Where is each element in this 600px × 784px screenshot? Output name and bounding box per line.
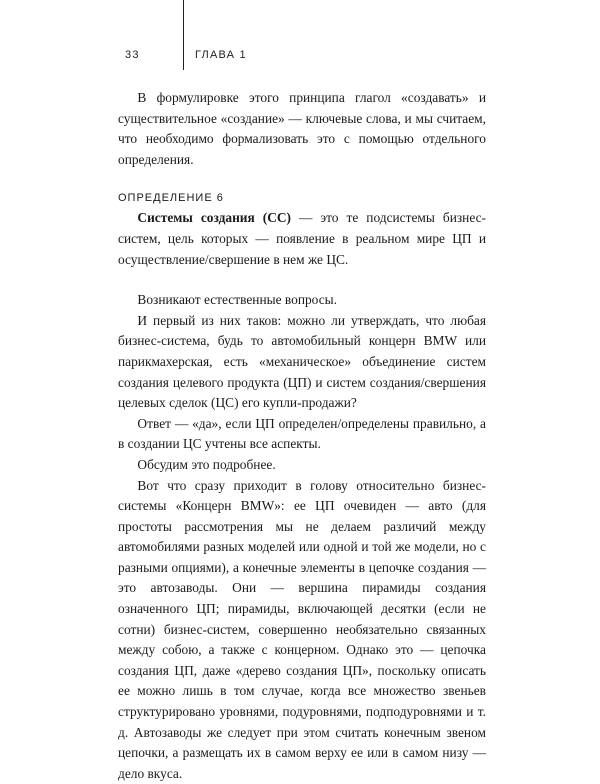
- paragraph: Возникают естественные вопросы.: [118, 290, 486, 311]
- paragraph: И первый из них таков: можно ли утверждать, что любая бизнес-система, будь то автомобильный концерн BMW или парикмахерская, есть «механическое» объединение систем создания целевого продукта (ЦП) и систем создания/свершения целевых сделок (ЦС) его купли-продажи?: [118, 311, 486, 414]
- definition-term: Системы создания (СС): [137, 210, 291, 225]
- intro-paragraph: В формулировке этого принципа глагол «создавать» и существительное «создание» — ключевые слова, и мы считаем, что необходимо формализовать это с помощью отдельного определения.: [118, 88, 486, 170]
- page-number: 33: [125, 49, 140, 61]
- definition-block: [118, 190, 486, 270]
- chapter-label: ГЛАВА 1: [195, 49, 247, 61]
- definition-text: [118, 208, 486, 270]
- body-text: [118, 88, 486, 784]
- header-vertical-rule: [183, 0, 184, 70]
- paragraph: Ответ — «да», если ЦП определен/определены правильно, а в создании ЦС учтены все аспекты.: [118, 414, 486, 455]
- definition-heading: ОПРЕДЕЛЕНИЕ 6: [118, 190, 486, 206]
- paragraph: Обсудим это подробнее.: [118, 455, 486, 476]
- paragraph: Вот что сразу приходит в голову относительно бизнес-системы «Концерн BMW»: ее ЦП очевиден — авто (для простоты рассмотрения мы не делаем различий между автомобилями разных моделей или одной и той же модели, но с разными опциями), а конечные элементы в цепочке создания — это автозаводы. Они — вершина пирамиды создания означенного ЦП; пирамиды, включающей десятки (если не сотни) бизнес-систем, совершенно необязательно связанных между собою, а также с концерном. Однако это — цепочка создания ЦП, даже «дерево создания ЦП», поскольку описать ее можно лишь в том случае, когда все множество звеньев структурировано уровнями, подуровнями, подподуровнями и т. д. Автозаводы же следует при этом считать конечным звеном цепочки, а размещать их в самом верху ее или в самом низу — дело вкуса.: [118, 476, 486, 784]
- definition-body: — это те подсистемы бизнес-систем, цель которых — появление в реальном мире ЦП и осуществление/свершение в нем же ЦС.: [118, 210, 486, 266]
